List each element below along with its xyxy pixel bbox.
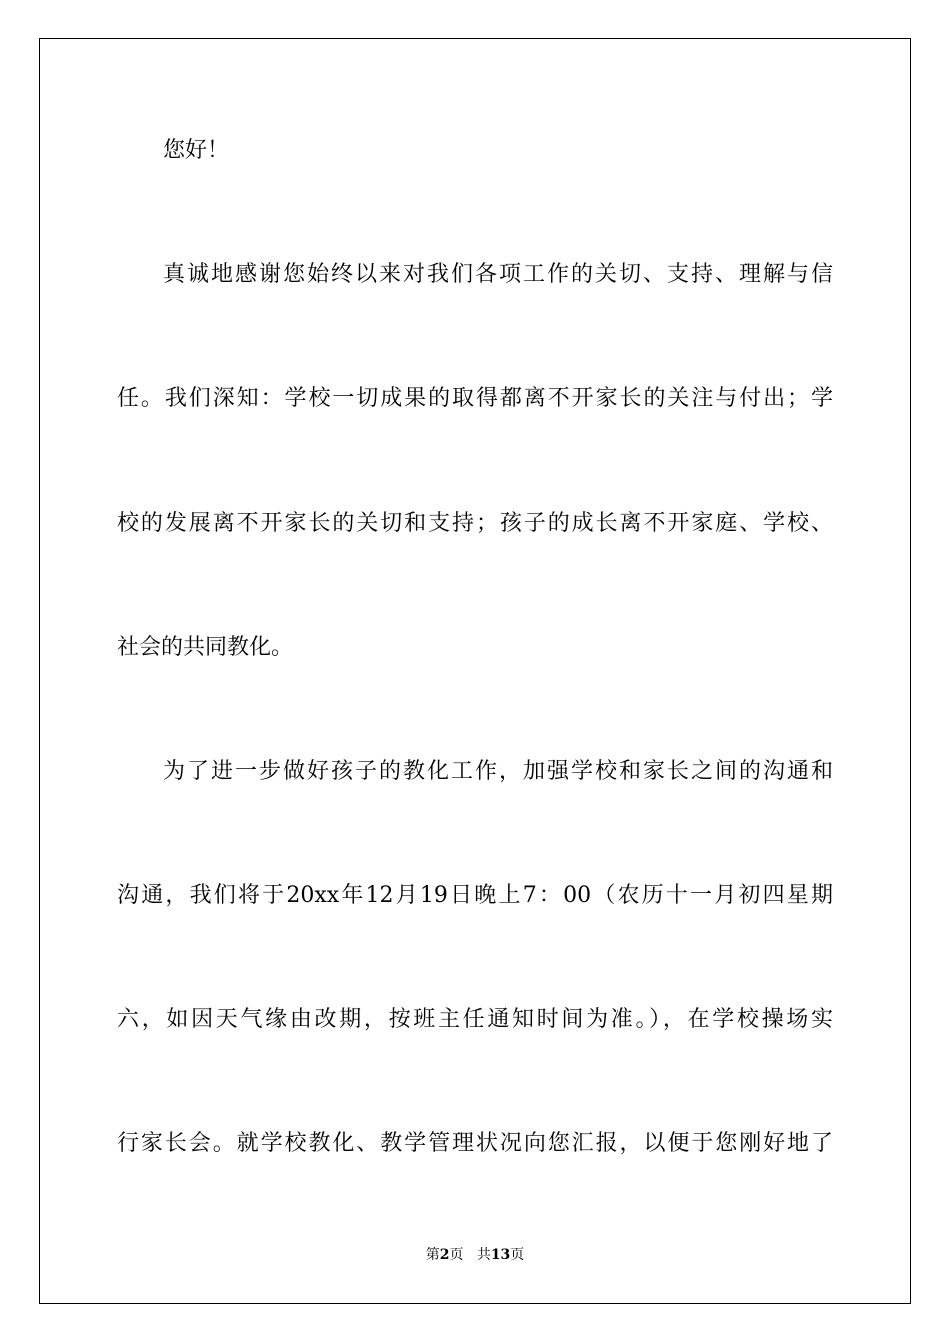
footer-page-number: 2 — [439, 1247, 450, 1263]
greeting-line: 您好！ — [163, 138, 230, 163]
footer-page-suffix: 页 — [449, 1247, 464, 1263]
paragraph-line: 沟通，我们将于20xx年12月19日晚上7：00（农历十一月初四星期 — [117, 883, 833, 908]
page-footer — [0, 1245, 950, 1265]
footer-total-suffix: 页 — [510, 1247, 525, 1263]
footer-page-prefix: 第 — [425, 1247, 440, 1263]
paragraph-line: 为了进一步做好孩子的教化工作，加强学校和家长之间的沟通和 — [163, 759, 833, 784]
page-border — [39, 38, 911, 1304]
paragraph-line: 任。我们深知：学校一切成果的取得都离不开家长的关注与付出；学 — [117, 386, 833, 411]
paragraph-line: 六，如因天气缘由改期，按班主任通知时间为准。），在学校操场实 — [117, 1007, 833, 1032]
footer-total-pages: 13 — [490, 1247, 511, 1263]
paragraph-line: 社会的共同教化。 — [117, 635, 294, 660]
paragraph-line: 校的发展离不开家长的关切和支持；孩子的成长离不开家庭、学校、 — [117, 511, 833, 536]
footer-total-prefix: 共 — [476, 1247, 491, 1263]
paragraph-line: 行家长会。就学校教化、教学管理状况向您汇报，以便于您刚好地了 — [117, 1131, 833, 1156]
paragraph-line: 真诚地感谢您始终以来对我们各项工作的关切、支持、理解与信 — [163, 262, 833, 287]
